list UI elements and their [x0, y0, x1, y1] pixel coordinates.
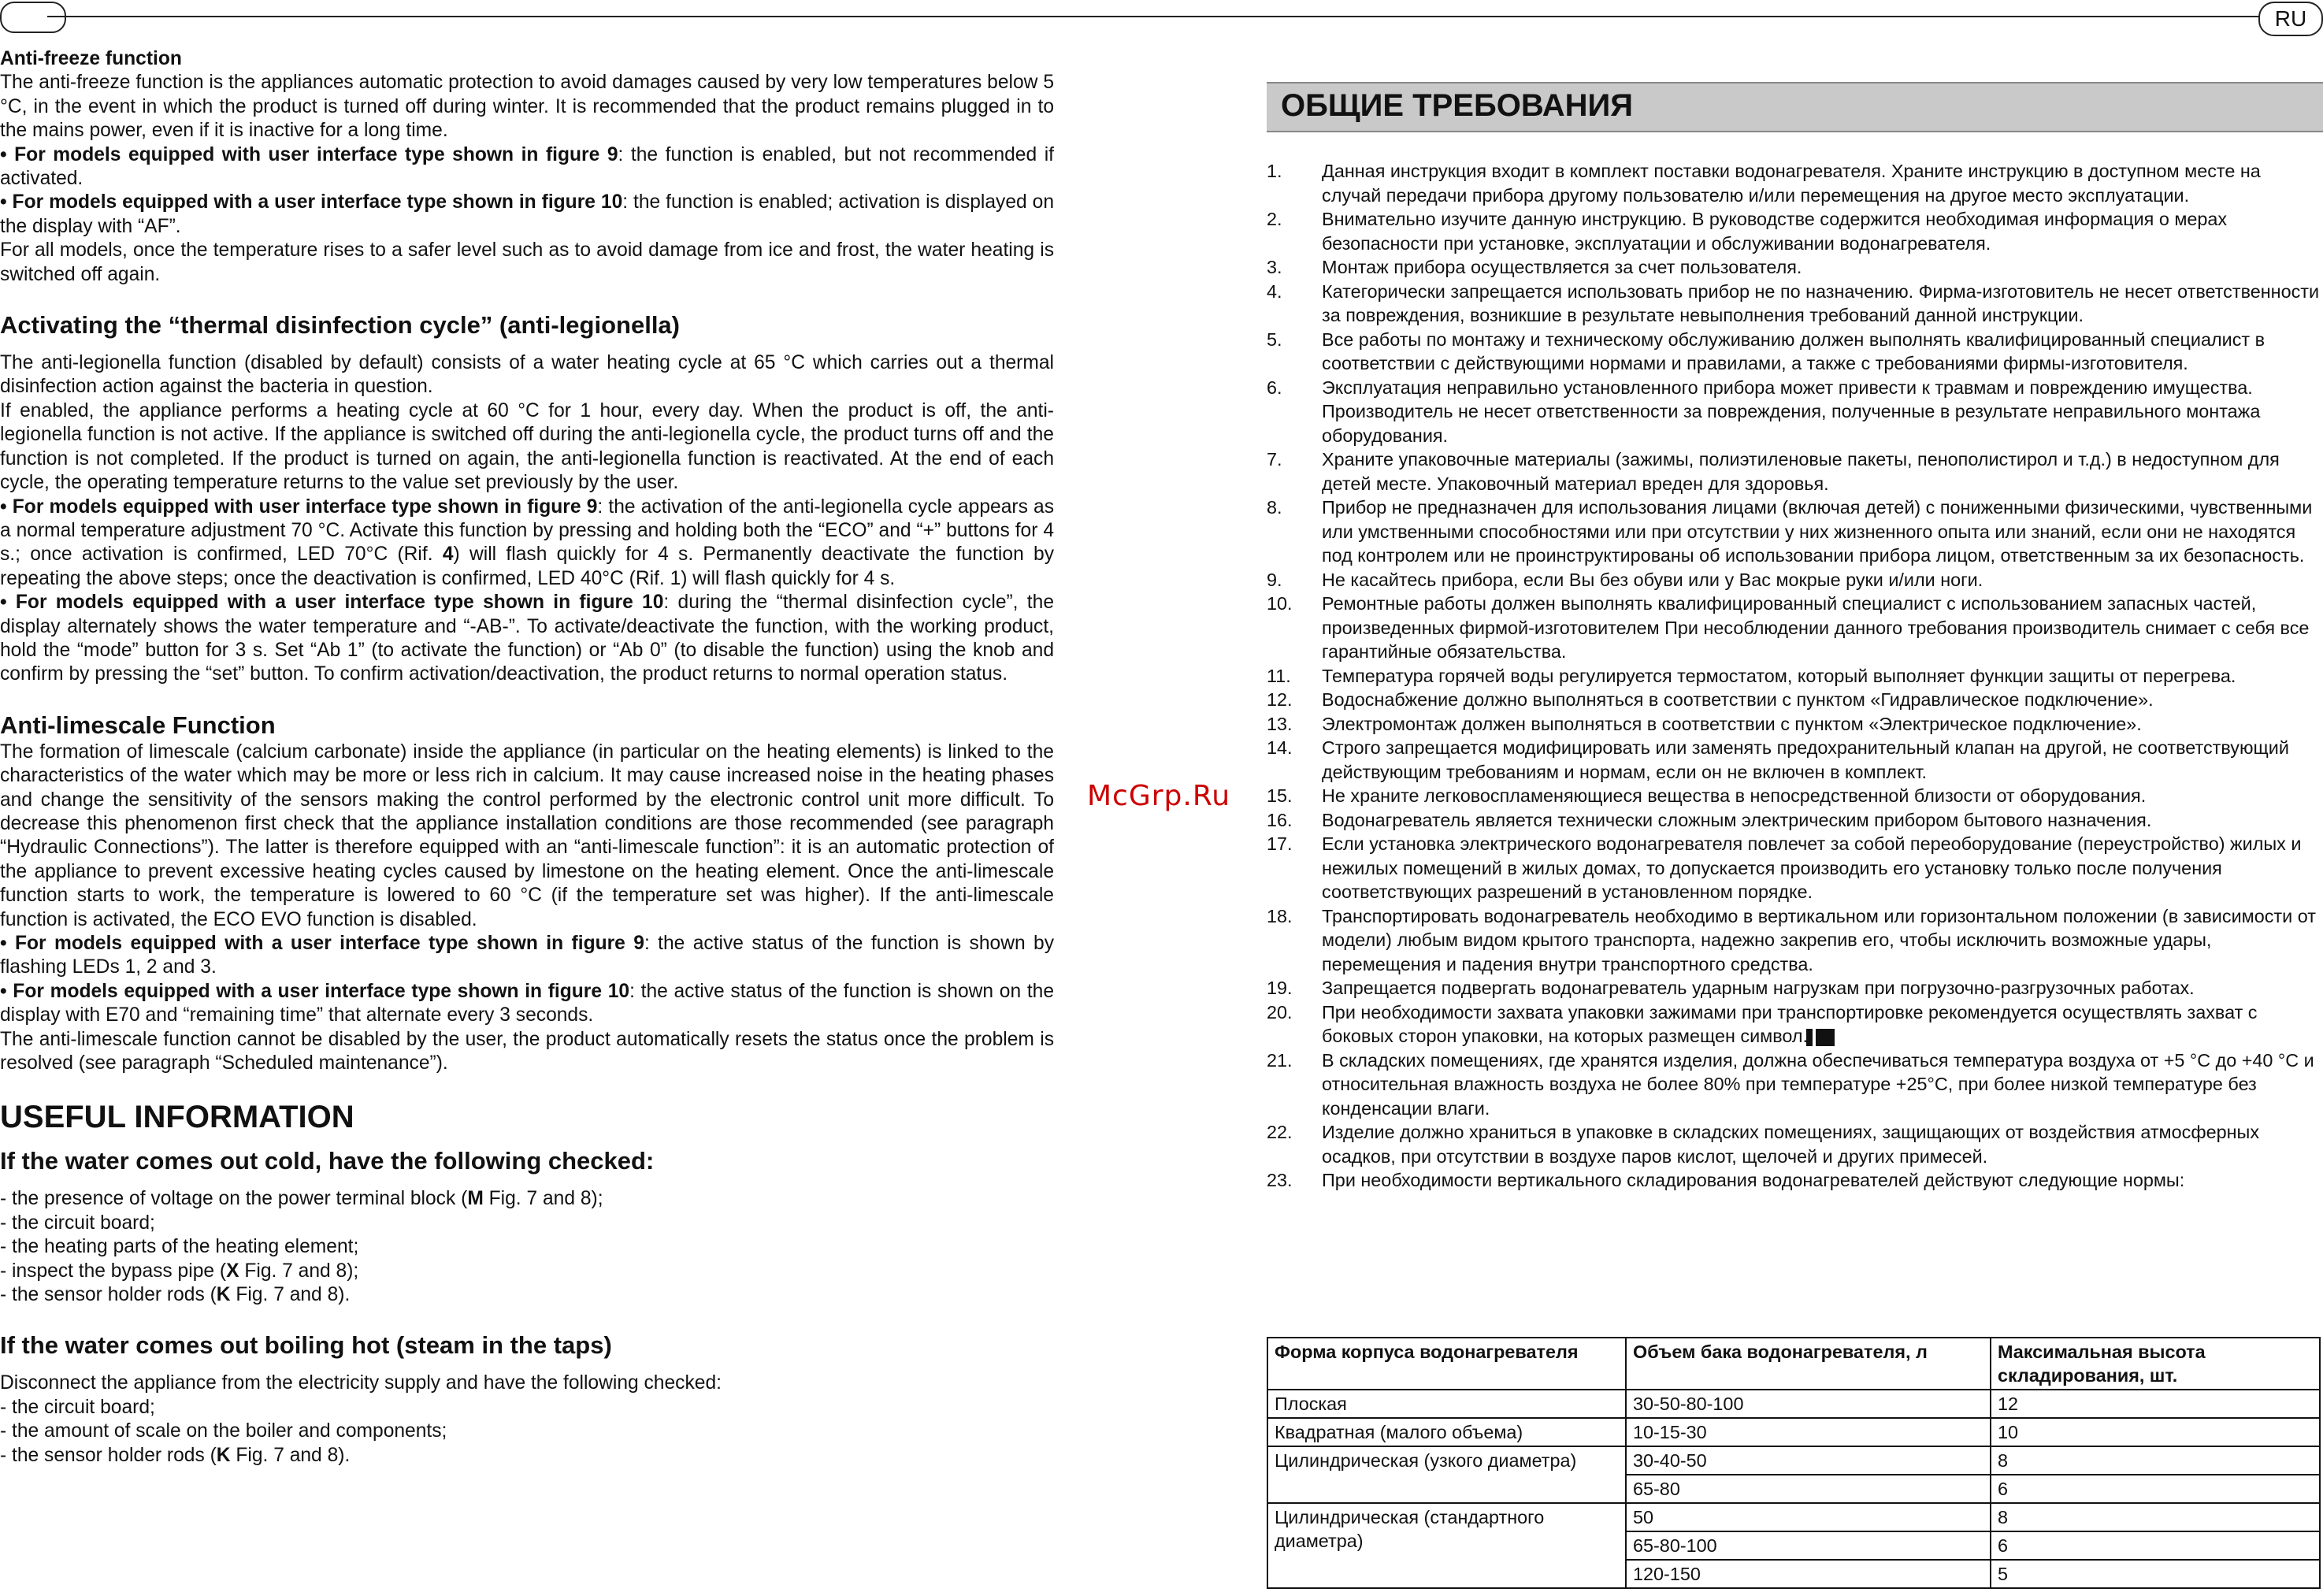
watermark: McGrp.Ru — [1087, 780, 1231, 812]
cold-check-voltage: - the presence of voltage on the power terminal block (M Fig. 7 and 8); — [0, 1188, 603, 1210]
list-item — [1267, 159, 2323, 207]
top-rule — [47, 16, 2261, 17]
item-text: При необходимости вертикального складирования водонагревателей действуют следующие нормы: — [1322, 1170, 2185, 1190]
section-banner — [1267, 82, 2323, 132]
useful-info-title: USEFUL INFORMATION — [0, 1100, 354, 1135]
list-item — [1267, 712, 2323, 737]
cell-height: 8 — [1991, 1503, 2320, 1531]
item-text: Запрещается подвергать водонагреватель ударным нагрузкам при погрузочно-разгрузочных работах. — [1322, 978, 2195, 998]
item-number: 20. — [1267, 1001, 1293, 1023]
cell-volume: 30-40-50 — [1626, 1446, 1991, 1475]
cell-height: 5 — [1991, 1560, 2320, 1588]
item-number: 7. — [1267, 449, 1282, 470]
list-item — [1267, 280, 2323, 328]
item-text: Эксплуатация неправильно установленного прибора может привести к травмам и повреждению имущества. Производитель не несет ответственности за повреждения, полученные в результате неправильного монтажа оборудования. — [1322, 377, 2261, 446]
item-number: 10. — [1267, 593, 1293, 614]
cold-check-bypass: - inspect the bypass pipe (X Fig. 7 and 8); — [0, 1260, 359, 1282]
item-text: В складских помещениях, где хранятся изделия, должна обеспечиваться температура воздуха от +5 °С до +40 °С и относительная влажность воздуха не более 80% при температуре +25°С, при более низкой температуре без конденсации влаги. — [1322, 1049, 2314, 1119]
antifreeze-title: Anti-freeze function — [0, 48, 182, 69]
item-number: 13. — [1267, 713, 1293, 734]
cell-shape: Цилиндрическая (стандартного диаметра) — [1267, 1503, 1626, 1588]
item-text: Изделие должно храниться в упаковке в складских помещениях, защищающих от воздействия атмосферных осадков, при отсутствии в воздухе паров кислот, щелочей и других примесей. — [1322, 1122, 2260, 1167]
item-number: 8. — [1267, 497, 1282, 518]
item-number: 6. — [1267, 377, 1282, 398]
item-number: 23. — [1267, 1170, 1293, 1190]
list-item — [1267, 784, 2323, 808]
item-text: Температура горячей воды регулируется термостатом, который выполняет функции защиты от перегрева. — [1322, 665, 2236, 686]
legionella-fig10: • For models equipped with a user interface type shown in figure 10: during the “thermal disinfection cycle”, the display alternately shows the water temperature and “-AB-”. To activate/deactivate the function, with the working product, hold the “mode” button for 3 s. Set “Ab 1” (to activate the function) or “Ab 0” (to disable the function) using the knob and confirm by pressing the “set” button. To confirm activation/deactivation, the product returns to normal operation status. — [0, 592, 1054, 685]
limescale-fig9: • For models equipped with a user interface type shown in figure 9: the active status of the function is shown by flashing LEDs 1, 2 and 3. — [0, 933, 1054, 978]
table-row — [1267, 1418, 2320, 1446]
table-header-row — [1267, 1338, 2320, 1390]
cell-volume: 50 — [1626, 1503, 1991, 1531]
list-item — [1267, 976, 2323, 1000]
list-item — [1267, 447, 2323, 496]
legionella-fig9: • For models equipped with user interface type shown in figure 9: the activation of the anti-legionella cycle appears as a normal temperature adjustment 70 °C. Activate this function by pressing and holding both the “ECO” and “+” buttons for 4 s.; once activation is confirmed, LED 70°C (Rif. 4) will flash quickly for 4 s. Permanently deactivate the function by repeating the above steps; once the deactivation is confirmed, LED 40°C (Rif. 1) will flash quickly for 4 s. — [0, 496, 1055, 589]
item-number: 4. — [1267, 280, 1282, 302]
legionella-intro: The anti-legionella function (disabled by default) consists of a water heating cycle at 65 °C which carries out a thermal disinfection action against the bacteria in question. — [0, 352, 1054, 398]
item-text: При необходимости захвата упаковки зажимами при транспортировке рекомендуется осуществлять захват с боковых сторон упаковки, на которых размещен символ. — [1322, 1001, 2258, 1046]
storage-table — [1267, 1337, 2321, 1589]
limescale-outro: The anti-limescale function cannot be disabled by the user, the product automatically resets the status once the problem is resolved (see paragraph “Scheduled maintenance”). — [0, 1028, 1054, 1075]
cold-check-heating: - the heating parts of the heating element; — [0, 1236, 359, 1258]
item-text: Все работы по монтажу и техническому обслуживанию должен выполнять квалифицированный специалист в соответствии с действующими нормами и правилами, а также с требованиями фирмы-изготовителя. — [1322, 328, 2265, 373]
table-header-shape: Форма корпуса водонагревателя — [1267, 1338, 1626, 1390]
item-text: Электромонтаж должен выполняться в соответствии с пунктом «Электрическое подключение». — [1322, 713, 2142, 734]
antifreeze-fig10: • For models equipped with a user interface type shown in figure 10: the function is enabled; activation is displayed on the display with “AF”. — [0, 191, 1055, 237]
item-number: 11. — [1267, 665, 1291, 686]
table-row — [1267, 1446, 2320, 1475]
cell-volume: 10-15-30 — [1626, 1418, 1991, 1446]
cell-volume: 120-150 — [1626, 1560, 1991, 1588]
cell-shape: Плоская — [1267, 1390, 1626, 1418]
item-text: Строго запрещается модифицировать или заменять предохранительный клапан на другой, не соответствующий действующим требованиям и нормам, если он не включен в комплект. — [1322, 737, 2289, 782]
item-number: 21. — [1267, 1049, 1293, 1071]
item-number: 3. — [1267, 257, 1282, 277]
item-number: 22. — [1267, 1122, 1293, 1142]
hot-water-title: If the water comes out boiling hot (steam in the taps) — [0, 1331, 612, 1360]
item-number: 15. — [1267, 785, 1293, 806]
item-text: Внимательно изучите данную инструкцию. В руководстве содержится необходимая информация о мерах безопасности при установке, эксплуатации и обслуживании водонагревателя. — [1322, 209, 2228, 254]
item-number: 1. — [1267, 161, 1282, 181]
list-item — [1267, 592, 2323, 664]
item-text: Не касайтесь прибора, если Вы без обуви или у Вас мокрые руки и/или ноги. — [1322, 569, 1983, 590]
list-item — [1267, 736, 2323, 784]
cell-height: 8 — [1991, 1446, 2320, 1475]
limescale-title: Anti-limescale Function — [0, 711, 276, 739]
item-number: 12. — [1267, 689, 1293, 710]
cell-height: 6 — [1991, 1531, 2320, 1560]
item-number: 2. — [1267, 209, 1282, 229]
cell-volume: 65-80-100 — [1626, 1531, 1991, 1560]
item-number: 19. — [1267, 978, 1293, 998]
cell-volume: 65-80 — [1626, 1475, 1991, 1503]
section-title: ОБЩИЕ ТРЕБОВАНИЯ — [1281, 88, 1633, 123]
list-item — [1267, 376, 2323, 448]
hot-check-rods: - the sensor holder rods (K Fig. 7 and 8). — [0, 1444, 351, 1466]
item-text: Ремонтные работы должен выполнять квалифицированный специалист с использованием запасных частей, произведенных фирмой-изготовителем При несоблюдении данного требования производитель снимает с себя все гарантийные обязательства. — [1322, 593, 2310, 662]
table-header-height: Максимальная высота складирования, шт. — [1991, 1338, 2320, 1390]
cold-check-rods: - the sensor holder rods (K Fig. 7 and 8). — [0, 1284, 351, 1306]
table-row — [1267, 1390, 2320, 1418]
limescale-fig10: • For models equipped with a user interface type shown in figure 10: the active status of the function is shown on the display with E70 and “remaining time” that alternate every 3 seconds. — [0, 980, 1055, 1026]
hot-check-board: - the circuit board; — [0, 1396, 155, 1418]
list-item — [1267, 568, 2323, 592]
item-number: 14. — [1267, 737, 1293, 758]
item-text: Не храните легковоспламеняющиеся вещества в непосредственной близости от оборудования. — [1322, 785, 2147, 806]
language-tag: RU — [2258, 2, 2323, 36]
legionella-title: Activating the “thermal disinfection cycle” (anti-legionella) — [0, 311, 680, 340]
list-item — [1267, 1168, 2323, 1193]
cell-shape: Цилиндрическая (узкого диаметра) — [1267, 1446, 1626, 1503]
page-corner-oval — [0, 2, 66, 33]
item-text: Транспортировать водонагреватель необходимо в вертикальном или горизонтальном положении (в зависимости от модели) любым видом крытого транспорта, надежно закрепив его, чтобы исключить возможные удары, перемещения и падения внутри транспортного средства. — [1322, 905, 2316, 974]
list-item — [1267, 1049, 2323, 1121]
list-item — [1267, 688, 2323, 712]
cold-water-title: If the water comes out cold, have the following checked: — [0, 1147, 655, 1175]
cell-height: 6 — [1991, 1475, 2320, 1503]
item-number: 18. — [1267, 905, 1293, 926]
list-item — [1267, 904, 2323, 977]
item-text: Водонагреватель является технически сложным электрическим прибором бытового назначения. — [1322, 809, 2152, 830]
list-item — [1267, 1000, 2323, 1049]
legionella-details: If enabled, the appliance performs a heating cycle at 60 °C for 1 hour, every day. When the product is off, the anti-legionella function is not active. If the appliance is switched off during the anti-legionella cycle, the product turns off and the function is not completed. If the product is turned on again, the anti-legionella function is reactivated. At the end of each cycle, the operating temperature returns to the value set previously by the user. — [0, 399, 1054, 494]
item-text: Данная инструкция входит в комплект поставки водонагревателя. Храните инструкцию в доступном месте на случай передачи прибора другому пользователю и/или перемещения на другое место эксплуатации. — [1322, 161, 2261, 206]
item-number: 16. — [1267, 809, 1293, 830]
item-text: Храните упаковочные материалы (зажимы, полиэтиленовые пакеты, пенополистирол и т.д.) в недоступном для детей месте. Упаковочный материал вреден для здоровья. — [1322, 449, 2280, 494]
antifreeze-intro: The anti-freeze function is the appliances automatic protection to avoid damages caused by very low temperatures below 5 °C, in the event in which the product is turned off during winter. It is recommended that the product remains plugged in to the mains power, even if it is inactive for a long time. — [0, 72, 1054, 142]
requirements-list — [1267, 159, 2323, 1193]
list-item — [1267, 207, 2323, 255]
cell-height: 10 — [1991, 1418, 2320, 1446]
item-text: Категорически запрещается использовать прибор не по назначению. Фирма-изготовитель не несет ответственности за повреждения, возникшие в результате невыполнения требований данной инструкции. — [1322, 280, 2320, 325]
list-item — [1267, 328, 2323, 376]
item-text: Монтаж прибора осуществляется за счет пользователя. — [1322, 257, 1802, 277]
left-column — [0, 47, 1054, 1468]
list-item — [1267, 808, 2323, 833]
hot-check-scale: - the amount of scale on the boiler and components; — [0, 1420, 447, 1442]
item-text: Если установка электрического водонагревателя повлечет за собой переоборудование (переустройство) жилых и нежилых помещений в жилых домах, то допускается производить его установку только после получения соответствующих разрешений в установленном порядке. — [1322, 833, 2302, 902]
table-header-volume: Объем бака водонагревателя, л — [1626, 1338, 1991, 1390]
cold-check-board: - the circuit board; — [0, 1212, 155, 1234]
antifreeze-outro: For all models, once the temperature rises to a safer level such as to avoid damage from ice and frost, the water heating is switched off again. — [0, 239, 1054, 285]
cell-volume: 30-50-80-100 — [1626, 1390, 1991, 1418]
table-row — [1267, 1503, 2320, 1531]
hot-intro: Disconnect the appliance from the electricity supply and have the following checked: — [0, 1372, 722, 1394]
item-number: 9. — [1267, 569, 1282, 590]
limescale-intro: The formation of limescale (calcium carbonate) inside the appliance (in particular on the heating elements) is linked to the characteristics of the water which may be more or less rich in calcium. It may cause increased noise in the heating phases and change the sensitivity of the sensors making the control performed by the electronic control unit more difficult. To decrease this phenomenon first check that the appliance installation conditions are those recommended (see paragraph “Hydraulic Connections”). The latter is therefore equipped with an “anti-limescale function”: it is an automatic protection of the appliance to prevent excessive heating cycles caused by limestone on the heating element. Once the anti-limescale function starts to work, the temperature is lowered to 60 °C (if the temperature set was higher). If the anti-limescale function is activated, the ECO EVO function is disabled. — [0, 740, 1054, 930]
list-item — [1267, 496, 2323, 568]
list-item — [1267, 664, 2323, 689]
item-number: 5. — [1267, 328, 1282, 350]
item-text: Прибор не предназначен для использования лицами (включая детей) с пониженными физическими, чувственными или умственными способностями или при отсутствии у них жизненного опыта или знаний, если они не находятся под контролем или не проинструктированы об использовании прибора лицом, ответственным за их безопасность. — [1322, 497, 2313, 566]
list-item — [1267, 255, 2323, 280]
cell-shape: Квадратная (малого объема) — [1267, 1418, 1626, 1446]
list-item — [1267, 832, 2323, 904]
cell-height: 12 — [1991, 1390, 2320, 1418]
item-number: 17. — [1267, 833, 1293, 854]
list-item — [1267, 1120, 2323, 1168]
item-text: Водоснабжение должно выполняться в соответствии с пунктом «Гидравлическое подключение». — [1322, 689, 2154, 710]
antifreeze-fig9: • For models equipped with user interface type shown in figure 9: the function is enabled, but not recommended if activated. — [0, 143, 1055, 190]
clamp-symbol-icon — [1813, 1029, 1835, 1046]
